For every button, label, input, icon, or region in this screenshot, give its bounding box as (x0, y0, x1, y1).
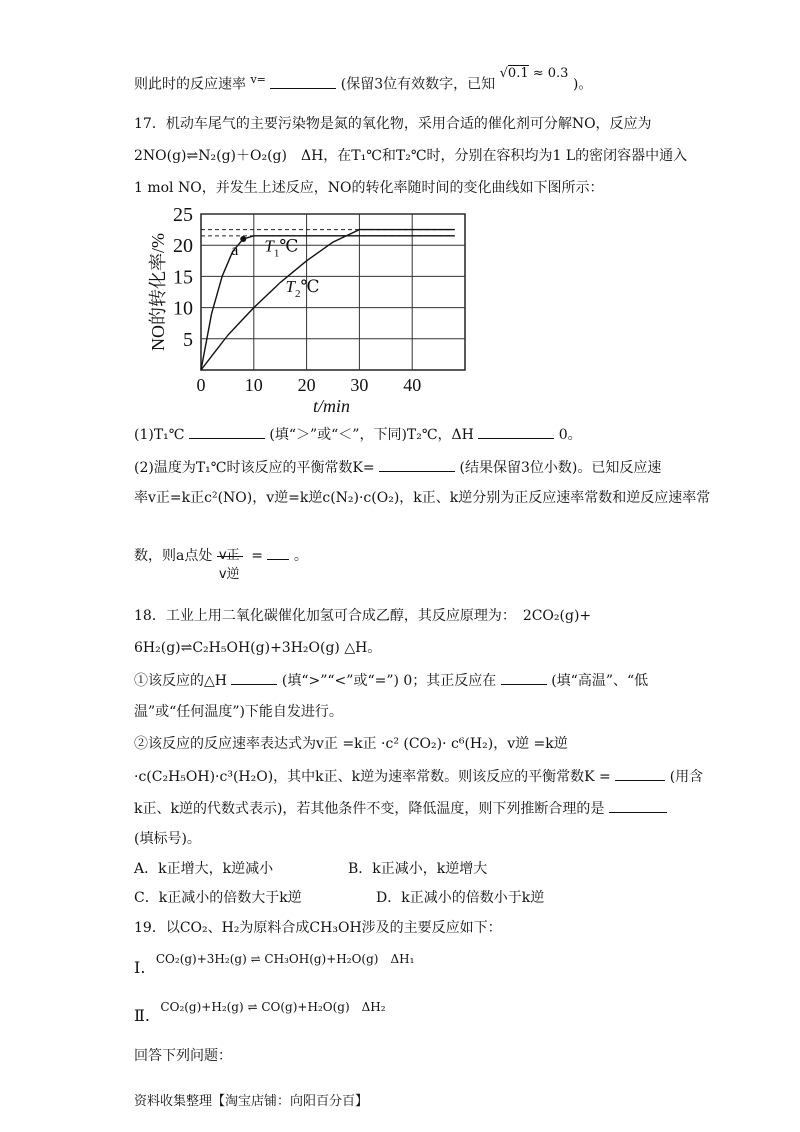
series-line-1 (201, 236, 454, 370)
q19-line1: 19．以CO₂、H₂为原料合成CH₃OH涉及的主要反应如下： (134, 920, 502, 936)
y-tick-label: 5 (183, 328, 193, 351)
q17-blank-ratio[interactable] (267, 545, 289, 560)
y-tick-label: 15 (173, 266, 193, 289)
q18-line3-c: (填“高温”、“低 (551, 673, 649, 689)
q19-reaction-2 (134, 996, 386, 1025)
reaction-2-equation: CO₂(g)+H₂(g) ⇌ CO(g)+H₂O(g) ΔH₂ (160, 1000, 386, 1014)
q17-sub2-line3-b: = (251, 548, 263, 564)
series-label-unit: ℃ (300, 277, 320, 296)
q17-line1: 17．机动车尾气的主要污染物是氮的氧化物，采用合适的催化剂可分解NO，反应为 (134, 116, 652, 132)
rate-ratio-fraction (217, 538, 247, 582)
q18-line6-b: (用含 (669, 769, 704, 785)
reaction-1-equation: CO₂(g)+3H₂(g) ⇌ CH₃OH(g)+H₂O(g) ΔH₁ (155, 952, 415, 966)
q16-tail-line (134, 65, 593, 96)
q17-line3: 1 mol NO，并发生上述反应，NO的转化率随时间的变化曲线如下图所示： (134, 180, 604, 196)
q19-ask: 回答下列问题： (134, 1048, 232, 1064)
approx-value: ≈ 0.3 (532, 65, 569, 81)
series-label-unit: ℃ (279, 236, 299, 256)
q18-line7 (134, 798, 667, 819)
x-tick-label: 10 (244, 375, 263, 395)
q17-sub1-c: 0。 (558, 427, 582, 443)
series-label-2 (285, 277, 319, 300)
page-footer: 资料收集整理【淘宝店铺：向阳百分百】 (134, 1094, 369, 1109)
q17-line2: 2NO(g)⇌N₂(g)＋O₂(g) ΔH，在T₁℃和T₂℃时，分别在容积均为1 L的密闭容器中通入 (134, 148, 688, 164)
q18-line1: 18．工业上用二氧化碳催化加氢可合成乙醇，其反应原理为： 2CO₂(g)+ (134, 608, 592, 624)
q18-line7-a: k正、k逆的代数式表示)，若其他条件不变，降低温度，则下列推断合理的是 (134, 801, 605, 817)
sqrt-content: 0.1 (507, 65, 529, 81)
q17-blank-k[interactable] (379, 457, 455, 472)
q18-blank-choice[interactable] (609, 798, 667, 813)
q17-sub1-b: (填“＞”或“＜”，下同)T₂℃，ΔH (269, 427, 474, 443)
q17-sub2-line3 (134, 538, 308, 582)
sqrt-expression: √0.1 ≈ 0.3 (499, 65, 569, 81)
q18-line6-a: ·c(C₂H₅OH)·c³(H₂O)，其中k正、k逆为速率常数。则该反应的平衡常数K = (134, 769, 611, 785)
series-label-main: T (264, 236, 274, 256)
plot-frame (201, 214, 465, 370)
q18-blank-k-expression[interactable] (615, 766, 665, 781)
q16-text-a: 则此时的反应速率 (134, 76, 246, 93)
q18-line3-a: ①该反应的△H (134, 673, 227, 689)
series-label-main: T (285, 277, 295, 296)
series-line-2 (201, 230, 454, 370)
q17-blank-delta-h[interactable] (478, 424, 554, 439)
q18-blank-delta-h[interactable] (231, 670, 277, 685)
q16-text-b: (保留3位有效数字，已知 (340, 76, 496, 93)
x-tick-label: 40 (403, 375, 422, 395)
q18-line2: 6H₂(g)⇌C₂H₅OH(g)+3H₂O(g) △H。 (134, 640, 382, 656)
q17-sub1 (134, 424, 582, 445)
x-tick-label: 30 (350, 375, 369, 395)
q18-option-a[interactable]: A．k正增大，k逆减小 (134, 861, 274, 877)
series-label-sub: 2 (294, 288, 301, 300)
q17-sub2-line1 (134, 457, 661, 478)
q17-blank-compare-t[interactable] (189, 424, 265, 439)
q18-line5: ②该反应的反应速率表达式为v正 =k正 ·c² (CO₂)· c⁶(H₂)，v逆 =k逆 (134, 736, 568, 752)
q18-option-d[interactable]: D．k正减小的倍数小于k逆 (376, 890, 545, 906)
q17-sub2-b: (结果保留3位小数)。已知反应速 (459, 460, 662, 476)
point-a-label: a (231, 241, 239, 259)
series-label-sub: 1 (273, 247, 280, 260)
q18-line3-b: (填“>”“<”或“=”) 0；其正反应在 (281, 673, 497, 689)
q17-sub2-line3-a: 数，则a点处 (134, 548, 213, 564)
y-tick-label: 25 (173, 204, 193, 226)
x-tick-label: 0 (196, 375, 206, 395)
y-tick-label: 10 (173, 297, 193, 320)
y-tick-label: 20 (173, 235, 193, 258)
q17-sub1-a: (1)T₁℃ (134, 427, 185, 443)
q19-reaction-1 (134, 948, 415, 977)
q18-line8: (填标号)。 (134, 831, 201, 847)
q18-line4: 温”或“任何温度”)下能自发进行。 (134, 704, 343, 720)
q18-option-b[interactable]: B．k正减小，k逆增大 (348, 861, 488, 877)
q16-text-end: )。 (572, 76, 593, 93)
fraction-numerator: v正 (218, 548, 240, 563)
x-axis-label: t/min (313, 396, 351, 414)
no-conversion-chart (144, 204, 484, 414)
q17-sub2-a: (2)温度为T₁℃时该反应的平衡常数K= (134, 460, 375, 476)
series-label-1 (264, 236, 298, 259)
q18-option-c[interactable]: C．k正减小的倍数大于k逆 (134, 890, 302, 906)
y-axis-label: NO的转化率/% (148, 233, 168, 351)
q16-v-label: v= (250, 73, 266, 86)
q16-answer-blank[interactable] (270, 74, 336, 89)
point-a-marker (240, 236, 246, 242)
fraction-denominator: v逆 (218, 567, 240, 582)
x-tick-label: 20 (297, 375, 316, 395)
reaction-1-number: Ⅰ. (134, 958, 146, 977)
reaction-2-number: Ⅱ. (134, 1006, 150, 1025)
q18-blank-temperature[interactable] (501, 670, 547, 685)
q18-line3 (134, 670, 648, 691)
q18-line6 (134, 766, 703, 787)
q17-sub2-line2: 率v正=k正c²(NO)，v逆=k逆c(N₂)·c(O₂)，k正、k逆分别为正反应速率常数和逆反应速率常 (134, 490, 711, 506)
q17-sub2-line3-c: 。 (293, 548, 308, 564)
